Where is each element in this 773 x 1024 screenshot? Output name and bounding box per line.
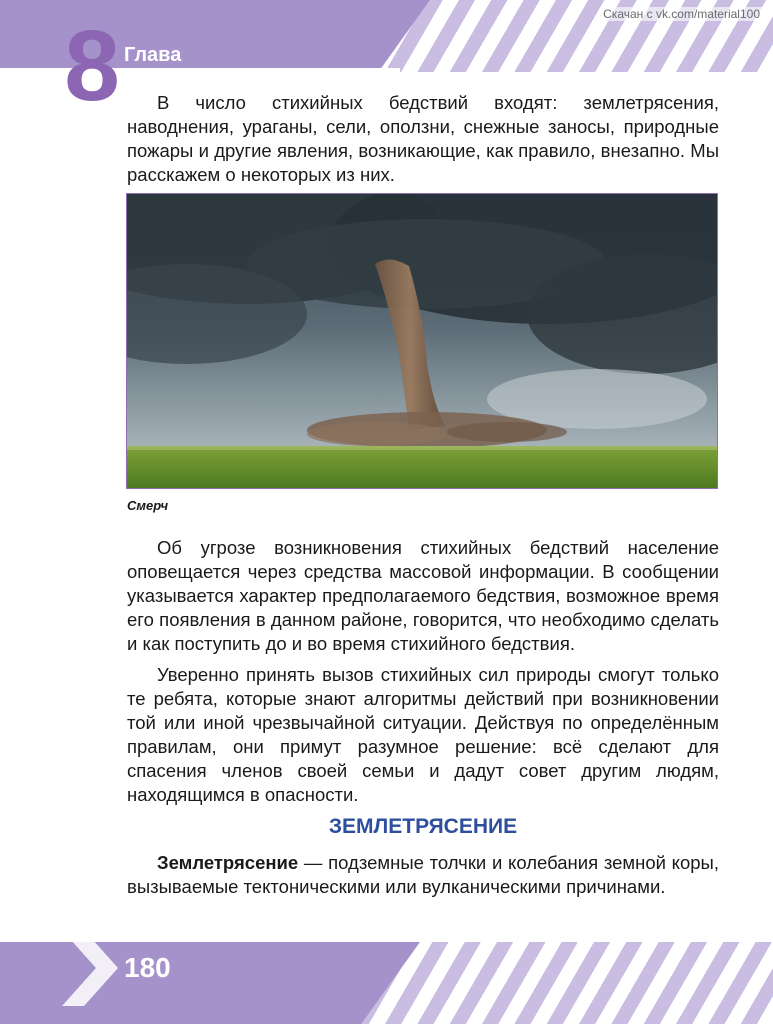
section-title: ЗЕМЛЕТРЯСЕНИЕ xyxy=(328,815,518,838)
definition-paragraph xyxy=(127,851,719,899)
intro-paragraph: В число стихийных бедствий входят: землетрясения, наводнения, ураганы, сели, оползни, снежные заносы, природные пожары и другие явления, возникающие, как правило, внезапно. Мы расскажем о некоторых из них. xyxy=(127,92,719,185)
photo-caption: Смерч xyxy=(127,498,169,513)
definition-term: Землетрясение xyxy=(157,852,299,873)
page-number: 180 xyxy=(124,952,171,983)
paragraph-warning: Об угрозе возникновения стихийных бедствий население оповещается через средства массовой информации. В сообщении указывается характер предполагаемого бедствия, возможное время его появления в данном районе, говорится, что необходимо сделать и как поступить до и во время стихийного бедствия. xyxy=(127,537,719,654)
definition-text: — подземные толчки и колебания земной коры, вызываемые тектоническими или вулканическими причинами. xyxy=(127,852,719,897)
chevron-right-icon xyxy=(62,930,118,1006)
watermark: Скачан с vk.com/material100 xyxy=(600,7,763,21)
tornado-photo xyxy=(126,193,718,489)
chapter-label: Глава xyxy=(124,44,182,66)
paragraph-confidence: Уверенно принять вызов стихийных сил природы смогут только те ребята, которые знают алгоритмы действий при возникновении той или иной чрезвычайной ситуации. Действуя по определённым правилам, они примут разумное решение: всё сделают для спасения членов своей семьи и дадут совет другим людям, находящимся в опасности. xyxy=(127,664,719,805)
chapter-number: 8 xyxy=(64,10,118,122)
